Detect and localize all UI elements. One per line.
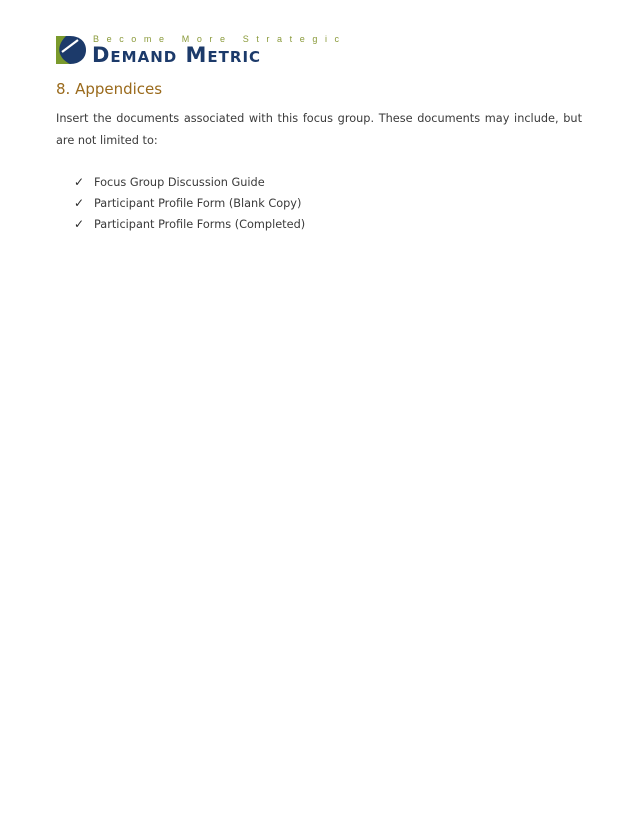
demand-metric-logo-mark-icon bbox=[56, 34, 86, 64]
list-item-label: Participant Profile Form (Blank Copy) bbox=[94, 197, 302, 210]
checkmark-icon: ✓ bbox=[74, 196, 85, 210]
section-intro: Insert the documents associated with this focus group. These documents may include, but are not limited to: bbox=[56, 112, 582, 147]
logo-name: Demand Metric bbox=[92, 43, 262, 67]
list-item bbox=[74, 214, 305, 235]
list-item-label: Participant Profile Forms (Completed) bbox=[94, 218, 306, 231]
list-item bbox=[74, 193, 305, 214]
demand-metric-logo bbox=[56, 34, 347, 68]
section-heading: 8. Appendices bbox=[56, 80, 163, 98]
checkmark-icon: ✓ bbox=[74, 217, 85, 231]
list-item-label: Focus Group Discussion Guide bbox=[94, 176, 265, 189]
list-item bbox=[74, 172, 305, 193]
appendix-checklist bbox=[74, 172, 305, 235]
checkmark-icon: ✓ bbox=[74, 175, 85, 189]
logo-tagline: Become More Strategic bbox=[93, 34, 347, 44]
